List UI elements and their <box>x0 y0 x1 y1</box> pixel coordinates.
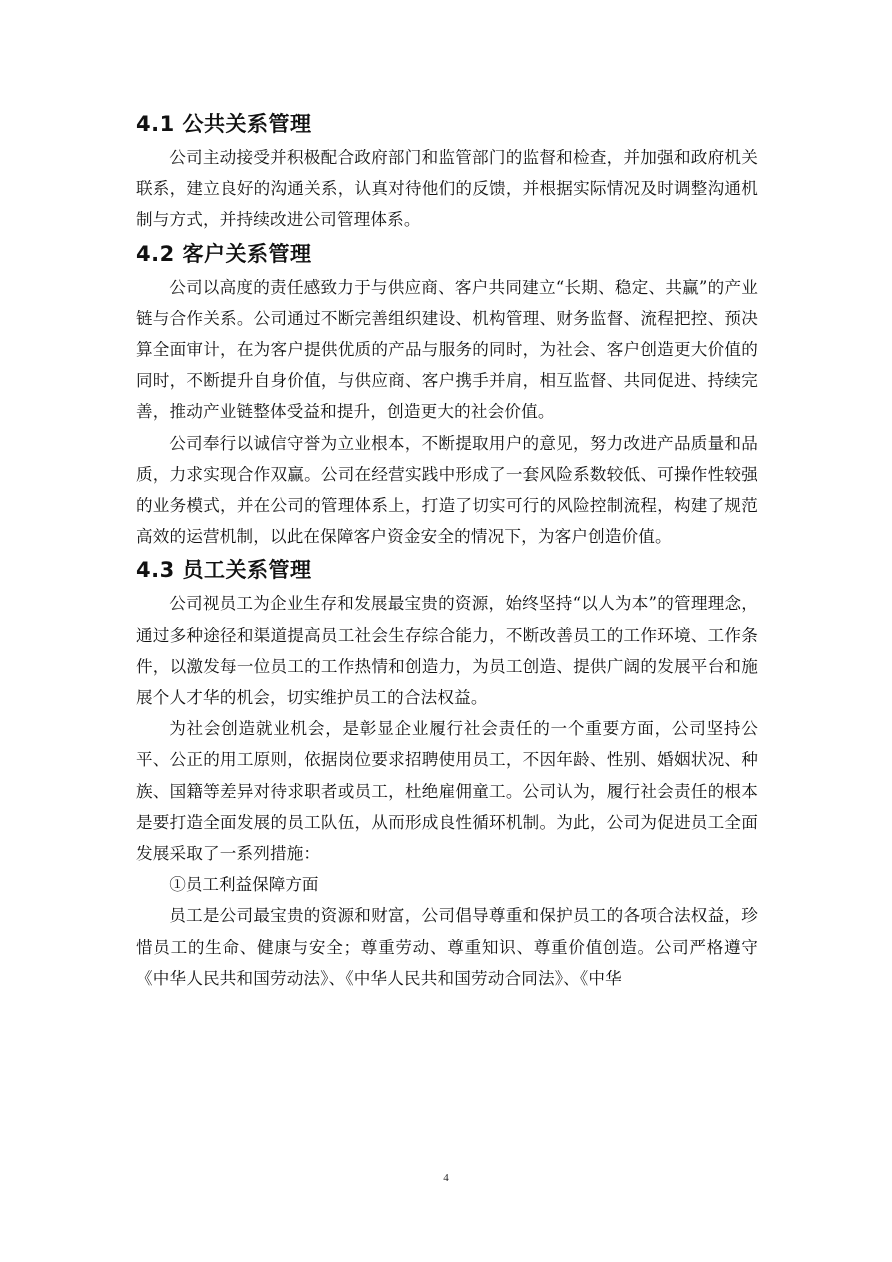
paragraph: 公司奉行以诚信守誉为立业根本，不断提取用户的意见，努力改进产品质量和品质，力求实现合作双赢。公司在经营实践中形成了一套风险系数较低、可操作性较强的业务模式，并在公司的管理体系上，打造了切实可行的风险控制流程，构建了规范高效的运营机制，以此在保障客户资金安全的情况下，为客户创造价值。 <box>136 433 758 547</box>
paragraph: 公司主动接受并积极配合政府部门和监管部门的监督和检查，并加强和政府机关联系，建立良好的沟通关系，认真对待他们的反馈，并根据实际情况及时调整沟通机制与方式，并持续改进公司管理体系。 <box>136 148 758 230</box>
section-heading-4-1: 4.1 公共关系管理 <box>136 112 312 136</box>
section-heading-4-2: 4.2 客户关系管理 <box>136 241 312 266</box>
page-number: 4 <box>443 1172 449 1184</box>
paragraph: 公司以高度的责任感致力于与供应商、客户共同建立“长期、稳定、共赢”的产业链与合作关系。公司通过不断完善组织建设、机构管理、财务监督、流程把控、预决算全面审计，在为客户提供优质的产品与服务的同时，为社会、客户创造更大价值的同时，不断提升自身价值，与供应商、客户携手并肩，相互监督、共同促进、持续完善，推动产业链整体受益和提升，创造更大的社会价值。 <box>136 277 758 422</box>
sub-item-heading: ①员工利益保障方面 <box>169 875 319 895</box>
paragraph: 员工是公司最宝贵的资源和财富，公司倡导尊重和保护员工的各项合法权益，珍惜员工的生命、健康与安全；尊重劳动、尊重知识、尊重价值创造。公司严格遵守《中华人民共和国劳动法》、《中华人民共和国劳动合同法》、《中华 <box>136 906 758 988</box>
paragraph: 公司视员工为企业生存和发展最宝贵的资源，始终坚持“以人为本”的管理理念，通过多种途径和渠道提高员工社会生存综合能力，不断改善员工的工作环境、工作条件，以激发每一位员工的工作热情和创造力，为员工创造、提供广阔的发展平台和施展个人才华的机会，切实维护员工的合法权益。 <box>136 594 758 708</box>
paragraph: 为社会创造就业机会，是彰显企业履行社会责任的一个重要方面，公司坚持公平、公正的用工原则，依据岗位要求招聘使用员工，不因年龄、性别、婚姻状况、种族、国籍等差异对待求职者或员工，杜绝雇佣童工。公司认为，履行社会责任的根本是要打造全面发展的员工队伍，从而形成良性循环机制。为此，公司为促进员工全面发展采取了一系列措施： <box>136 719 758 864</box>
page-content <box>136 106 758 994</box>
section-heading-4-3: 4.3 员工关系管理 <box>136 558 312 583</box>
